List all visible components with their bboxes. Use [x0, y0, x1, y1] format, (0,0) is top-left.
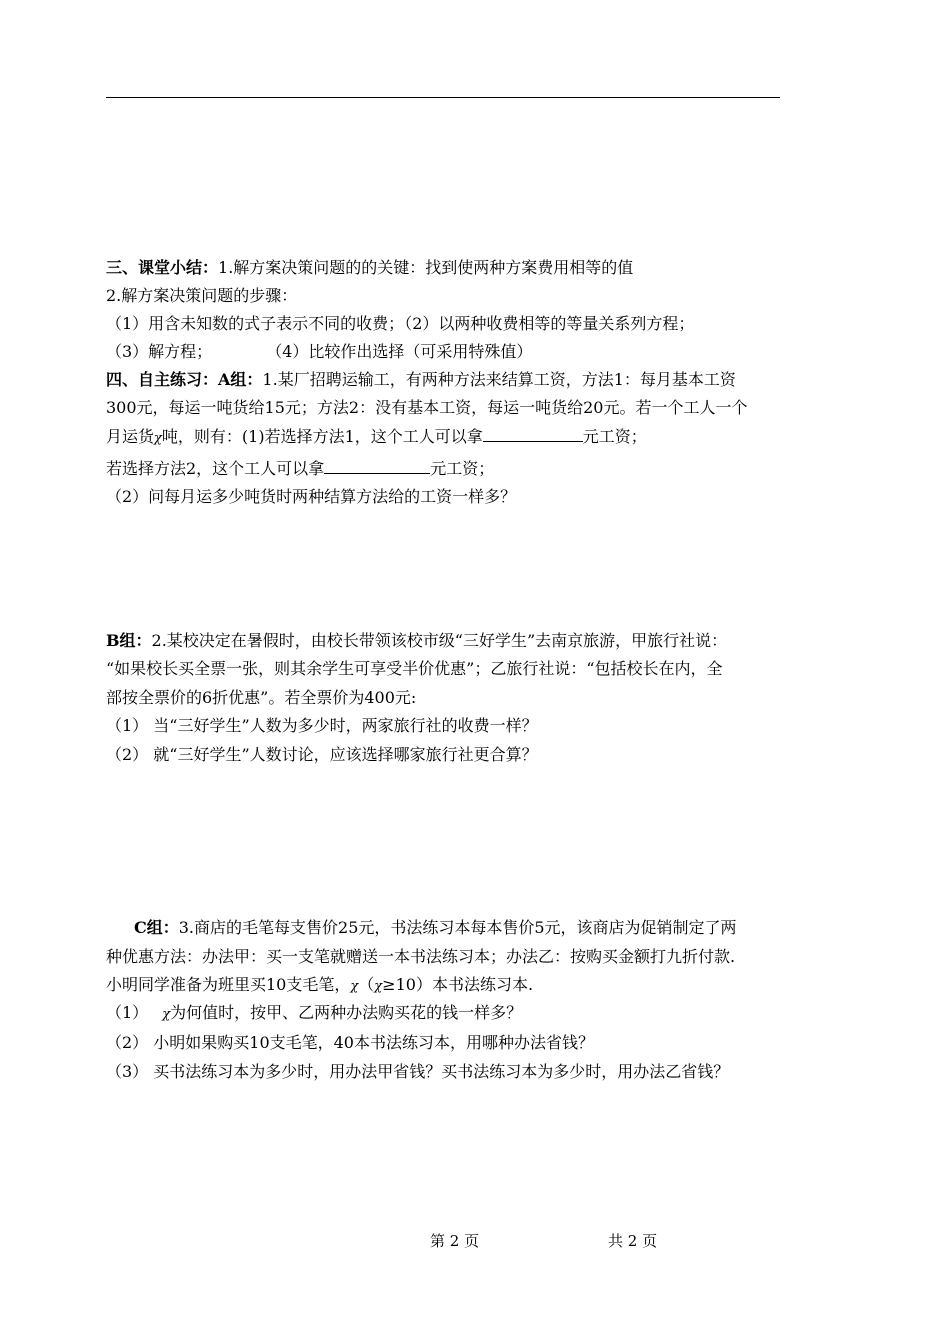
group-c-text-3b: （	[358, 975, 375, 994]
page-number: 第 2 页	[430, 1232, 480, 1250]
group-b-text-1: 2.某校决定在暑假时，由校长带领该校市级“三好学生”去南京旅游，甲旅行社说：	[151, 631, 728, 650]
group-c-heading: C组：	[134, 918, 179, 937]
summary-step-1: （1）用含未知数的式子表示不同的收费；	[106, 314, 405, 333]
group-a-line-2: 300元，每运一吨货给15元；方法2：没有基本工资，每运一吨货给20元。若一个工人一个	[106, 398, 748, 417]
top-rule	[106, 97, 780, 98]
group-c-text-3c: ≥10）本书法练习本.	[382, 975, 534, 994]
group-c-text-1: 3.商店的毛笔每支售价25元，书法练习本每本售价5元，该商店为促销制定了两	[178, 918, 737, 937]
summary-step-4: （4）比较作出选择（可采用特殊值）	[266, 342, 533, 361]
variable-x: χ	[350, 979, 359, 994]
answer-blank-method-2[interactable]	[324, 457, 430, 474]
group-a-line-1	[106, 366, 736, 394]
group-c-question-3: （3） 买书法练习本为多少时，用办法甲省钱？买书法练习本为多少时，用办法乙省钱？	[106, 1062, 730, 1081]
group-a-text-4b: 元工资；	[430, 459, 495, 478]
summary-steps-1	[106, 310, 694, 338]
answer-blank-method-1[interactable]	[483, 425, 583, 442]
group-a-line-3	[106, 423, 647, 453]
summary-line-2: 2.解方案决策问题的步骤：	[106, 286, 298, 305]
group-a-text-4a: 若选择方法2，这个工人可以拿	[106, 459, 325, 478]
group-c-line-2: 种优惠方法：办法甲：买一支笔就赠送一本书法练习本；办法乙：按购买金额打九折付款.	[106, 947, 736, 966]
group-a-text-3a: 月运货	[106, 427, 155, 446]
summary-key-point: 1.解方案决策问题的的关键：找到使两种方案费用相等的值	[218, 258, 634, 277]
group-c-q1-text: 为何值时，按甲、乙两种办法购买花的钱一样多？	[170, 1003, 523, 1022]
group-c-question-2: （2） 小明如果购买10支毛笔，40本书法练习本，用哪种办法省钱？	[106, 1033, 594, 1052]
group-c-text-3a: 小明同学准备为班里买10支毛笔，	[106, 975, 351, 994]
summary-line-1	[106, 254, 633, 282]
summary-step-2: （2）以两种收费相等的等量关系列方程；	[404, 314, 695, 333]
group-b-heading: B组：	[106, 631, 152, 650]
group-a-text-3c: 元工资；	[582, 427, 647, 446]
group-c-line-1	[134, 914, 737, 942]
group-c-question-1	[106, 999, 522, 1029]
variable-x: χ	[374, 979, 383, 994]
group-b-line-2: “如果校长买全票一张，则其余学生可享受半价优惠”；乙旅行社说：“包括校长在内，全	[106, 659, 723, 678]
variable-x: χ	[154, 431, 162, 446]
group-a-text-3b: 吨，则有：(1)若选择方法1，这个工人可以拿	[161, 427, 483, 446]
group-c-line-3	[106, 971, 533, 1001]
summary-steps-2	[106, 338, 532, 366]
group-a-text-1: 1.某厂招聘运输工，有两种方法来结算工资，方法1：每月基本工资	[262, 370, 736, 389]
group-c-q1-number: （1）	[106, 1003, 149, 1022]
group-b-question-2: （2） 就“三好学生”人数讨论，应该选择哪家旅行社更合算？	[106, 745, 538, 764]
variable-x: χ	[162, 1007, 171, 1022]
group-a-question-2: （2）问每月运多少吨货时两种结算方法给的工资一样多？	[106, 487, 517, 506]
group-a-heading: 四、自主练习：A组：	[106, 370, 263, 389]
group-b-line-3: 部按全票价的6折优惠”。若全票价为400元:	[106, 688, 417, 707]
summary-heading: 三、课堂小结：	[106, 258, 219, 277]
group-b-line-1	[106, 627, 727, 655]
group-a-line-4	[106, 455, 494, 483]
summary-step-3: （3）解方程；	[106, 342, 213, 361]
group-b-question-1: （1） 当“三好学生”人数为多少时，两家旅行社的收费一样？	[106, 716, 538, 735]
page-total: 共 2 页	[608, 1232, 658, 1250]
